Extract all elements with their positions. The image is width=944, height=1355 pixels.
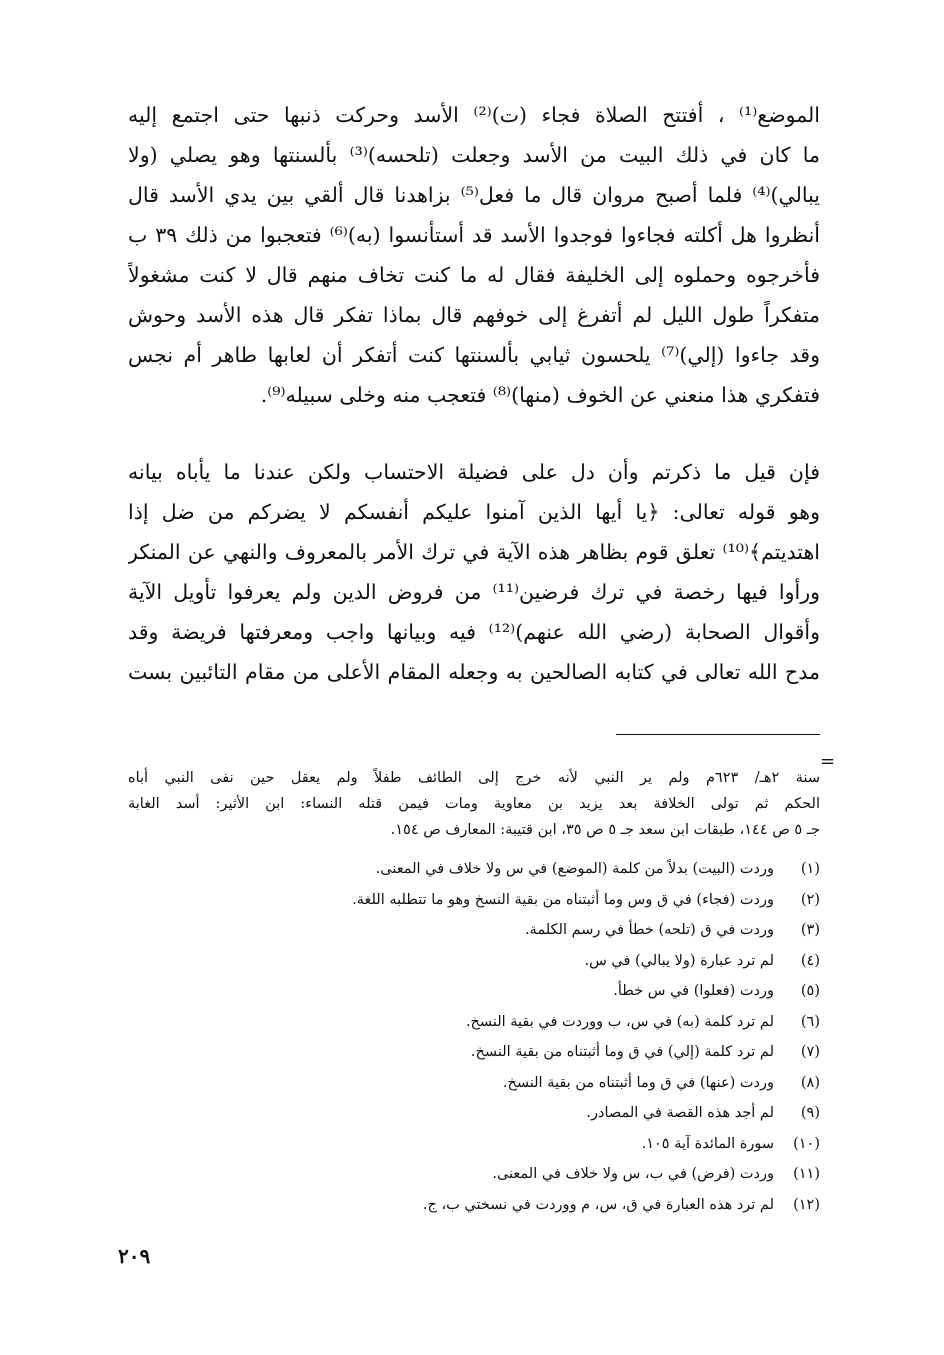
footnote-continuation <box>128 765 820 843</box>
text-line: وقد جاءوا (إلي)⁽⁷⁾ يلحسون ثيابي بألسنتها كنت أتفكر أن لعابها طاهر أم نجس <box>128 343 820 367</box>
paragraph-2 <box>128 452 820 692</box>
text-line: فأخرجوه وحملوه إلى الخليفة فقال له ما كنت تخاف منهم قال لا كنت مشغولاً <box>128 263 820 287</box>
footnote-number: (١٠) <box>793 1135 820 1152</box>
footnote-item <box>250 1007 820 1038</box>
footnote-text: وردت (البيت) بدلاً من كلمة (الموضع) في س ولا خلاف في المعنى. <box>375 861 774 877</box>
footnote-list <box>250 854 820 1220</box>
footnote-number: (٤) <box>800 952 820 969</box>
text-line: وأقوال الصحابة (رضي الله عنهم)⁽¹²⁾ فيه وبيانها واجب ومعرفتها فريضة وقد <box>128 620 820 644</box>
footnote-item <box>250 1129 820 1160</box>
text-line: ورأوا فيها رخصة في ترك فرضين⁽¹¹⁾ من فروض الدين ولم يعرفوا تأويل الآية <box>128 580 820 604</box>
footnote-number: (١١) <box>793 1166 820 1182</box>
footnote-separator <box>616 734 820 735</box>
footnote-text: وردت (فجاء) في ق وس وما أثبتناه من بقية النسخ وهو ما تتطلبه اللغة. <box>352 891 774 908</box>
footnote-text: لم ترد عبارة (ولا يبالي) في س. <box>584 952 774 969</box>
footnote-text: لم ترد هذه العبارة في ق، س، م ووردت في نسختي ب، ج. <box>422 1196 774 1213</box>
text-line: فإن قيل ما ذكرتم وأن دل على فضيلة الاحتساب ولكن عندنا ما يأباه بيانه <box>128 460 820 484</box>
footnote-number: (٥) <box>800 983 820 999</box>
footnote-number: (١) <box>800 861 820 877</box>
paragraph-1 <box>128 95 820 415</box>
footnote-line: جـ ٥ ص ١٤٤، طبقات ابن سعد جـ ٥ ص ٣٥، ابن قتيبة: المعارف ص ١٥٤. <box>390 822 820 838</box>
text-line: متفكراً طول الليل لم أتفرغ إلى خوفهم قال بماذا تفكر قال هذه الأسد وحوش <box>128 303 820 327</box>
text-line: ما كان في ذلك البيت من الأسد وجعلت (تلحسه)⁽³⁾ بألسنتها وهو يصلي (ولا <box>128 143 820 167</box>
footnote-item <box>250 946 820 977</box>
footnote-item <box>250 1098 820 1129</box>
footnote-text: وردت (عنها) في ق وما أثبتناه من بقية النسخ. <box>502 1074 774 1091</box>
footnote-text: لم أجد هذه القصة في المصادر. <box>586 1105 774 1121</box>
footnote-item <box>250 976 820 1007</box>
footnote-continuation-mark: = <box>820 751 836 772</box>
footnote-line: الحكم ثم تولى الخلافة بعد يزيد بن معاوية ومات فيمن قتله النساء: ابن الأثير: أسد الغابة <box>128 796 820 812</box>
footnote-text: وردت في ق (تلحه) خطأ في رسم الكلمة. <box>524 922 774 938</box>
footnote-item <box>250 1159 820 1190</box>
text-line: أنظروا هل أكلته فجاءوا فوجدوا الأسد قد أستأنسوا (به)⁽⁶⁾ فتعجبوا من ذلك ٣٩ ب <box>128 223 820 247</box>
footnote-number: (٣) <box>800 922 820 938</box>
footnote-number: (٩) <box>800 1105 820 1121</box>
footnote-text: وردت (فعلوا) في س خطأ. <box>613 983 774 999</box>
footnote-number: (٧) <box>800 1044 820 1060</box>
footnote-number: (٦) <box>800 1013 820 1030</box>
footnote-text: سورة المائدة آية ١٠٥. <box>641 1135 774 1152</box>
footnote-number: (٢) <box>800 891 820 908</box>
footnote-item <box>250 1190 820 1221</box>
text-line: فتفكري هذا منعني عن الخوف (منها)⁽⁸⁾ فتعجب منه وخلى سبيله⁽⁹⁾. <box>260 383 820 407</box>
text-line: اهتديتم﴾⁽¹⁰⁾ تعلق قوم بظاهر هذه الآية في ترك الأمر بالمعروف والنهي عن المنكر <box>128 540 820 564</box>
footnote-item <box>250 1037 820 1068</box>
text-line: يبالي)⁽⁴⁾ فلما أصبح مروان قال ما فعل⁽⁵⁾ بزاهدنا قال ألقي بين يدي الأسد قال <box>128 183 820 207</box>
footnote-number: (٨) <box>800 1074 820 1091</box>
footnote-item <box>250 885 820 916</box>
footnote-text: لم ترد كلمة (إلي) في ق وما أثبتناه من بقية النسخ. <box>470 1044 774 1060</box>
footnote-line: سنة ٢هـ/ ٦٢٣م ولم ير النبي لأنه خرج إلى الطائف طفلاً ولم يعقل حين نفى النبي أباه <box>128 770 820 786</box>
text-line: الموضع⁽¹⁾ ، أفتتح الصلاة فجاء (ت)⁽²⁾ الأسد وحركت ذنبها حتى اجتمع إليه <box>128 103 820 127</box>
text-line: وهو قوله تعالى: ﴿يا أيها الذين آمنوا عليكم أنفسكم لا يضركم من ضل إذا <box>128 500 820 524</box>
footnote-item <box>250 1068 820 1099</box>
text-line: مدح الله تعالى في كتابه الصالحين به وجعله المقام الأعلى من مقام التائبين بست <box>128 660 820 684</box>
footnote-number: (١٢) <box>793 1196 820 1213</box>
footnote-item <box>250 915 820 946</box>
footnote-item <box>250 854 820 885</box>
footnote-text: لم ترد كلمة (به) في س، ب ووردت في بقية النسخ. <box>465 1013 774 1030</box>
footnote-text: وردت (فرض) في ب، س ولا خلاف في المعنى. <box>492 1166 774 1182</box>
page-number: ٢٠٩ <box>118 1244 151 1268</box>
